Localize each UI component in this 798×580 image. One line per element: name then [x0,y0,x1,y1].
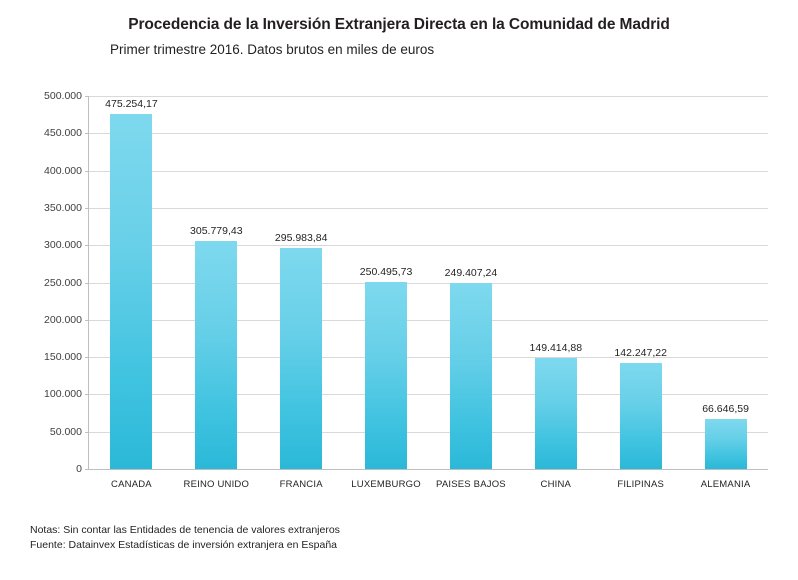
bar-value-label: 66.646,59 [702,403,749,416]
y-axis-tick-label: 300.000 [44,239,82,252]
bar-slot [174,96,259,490]
bar-series [89,96,768,490]
x-axis-tick-label: FRANCIA [279,479,323,490]
y-axis-tick-label: 250.000 [44,276,82,289]
footnote-fuente: Fuente: Datainvex Estadísticas de inversión extranjera en España [30,539,338,551]
chart-footnotes [30,523,340,553]
bar-value-label: 249.407,24 [444,266,498,279]
bar-value-label: 305.779,43 [190,224,243,237]
x-axis-tick-label: ALEMANIA [700,479,751,490]
bar[interactable] [274,232,328,469]
bar-value-label: 142.247,22 [614,346,667,359]
bar-value-label: 149.414,88 [529,341,583,354]
x-axis-tick-label: CANADA [111,479,152,490]
y-axis-tick-label: 0 [76,463,82,475]
bar-slot [259,96,344,490]
bar-slot [429,96,514,490]
chart-subtitle: Primer trimestre 2016. Datos brutos en miles de euros [110,42,435,57]
y-axis-tick-label: 100.000 [44,388,82,401]
bar-slot [683,96,768,490]
y-axis-tick-label: 200.000 [44,313,82,326]
y-axis-tick-label: 450.000 [44,127,82,140]
x-axis-tick-label: LUXEMBURGO [351,479,421,490]
x-axis-tick-label: REINO UNIDO [183,479,250,490]
y-axis-tickmark [85,469,89,470]
y-axis-tick-label: 150.000 [44,351,82,364]
bar[interactable] [444,266,498,469]
y-axis-tick-label: 400.000 [44,164,82,177]
bar[interactable] [105,98,158,469]
bar-slot [598,96,683,490]
bar[interactable] [614,346,667,469]
bar[interactable] [359,266,413,469]
x-axis-tick-label: CHINA [540,479,572,490]
bar-slot [89,96,174,490]
plot-area [44,90,768,490]
bar[interactable] [190,224,243,469]
bar-value-label: 250.495,73 [359,266,413,279]
y-axis-tick-label: 350.000 [44,201,82,214]
y-axis-tick-label: 500.000 [44,90,82,102]
bar[interactable] [529,341,583,469]
bar-value-label: 475.254,17 [105,98,158,111]
x-axis-tick-label: FILIPINAS [617,479,665,490]
bar-slot [513,96,598,490]
bar-slot [344,96,429,490]
chart-title: Procedencia de la Inversión Extranjera Directa en la Comunidad de Madrid [128,16,670,33]
bar[interactable] [702,403,749,469]
x-axis-tick-label: PAISES BAJOS [436,479,506,490]
y-axis-tick-label: 50.000 [49,425,82,438]
footnote-notas: Notas: Sin contar las Entidades de tenencia de valores extranjeros [30,524,340,536]
bar-value-label: 295.983,84 [274,232,328,245]
